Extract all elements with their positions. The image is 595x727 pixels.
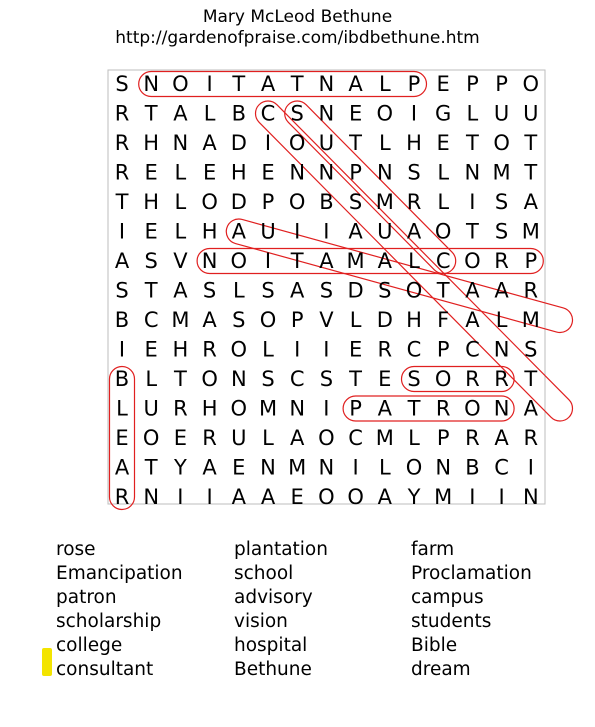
grid-letter: T xyxy=(144,455,158,480)
grid-letter: E xyxy=(173,426,188,450)
grid-letter: A xyxy=(465,308,480,332)
grid-letter: U xyxy=(231,426,247,450)
word-list-item: college xyxy=(56,635,123,656)
grid-letter: A xyxy=(348,219,363,244)
grid-letter: O xyxy=(318,485,335,509)
grid-letter: T xyxy=(115,190,129,214)
word-list-item: dream xyxy=(411,659,471,680)
grid-letter: B xyxy=(231,101,247,126)
grid-letter: A xyxy=(377,249,392,273)
grid-letter: R xyxy=(435,396,451,421)
grid-letter: N xyxy=(522,485,539,509)
grid-letter: O xyxy=(288,131,306,155)
grid-letter: C xyxy=(143,308,159,332)
grid-letter: M xyxy=(521,219,540,244)
grid-letter: L xyxy=(466,101,479,126)
word-list-item: school xyxy=(234,563,294,584)
grid-letter: I xyxy=(264,249,272,273)
grid-letter: I xyxy=(206,72,213,96)
grid-letter: V xyxy=(319,308,334,332)
grid-letter: T xyxy=(465,131,479,155)
grid-letter: L xyxy=(378,131,391,155)
grid-letter: F xyxy=(437,308,450,332)
word-list-item: Emancipation xyxy=(56,563,183,584)
grid-letter: Y xyxy=(407,485,421,509)
grid-letter: T xyxy=(232,72,246,96)
grid-letter: A xyxy=(173,278,188,303)
grid-letter: U xyxy=(523,101,539,126)
grid-letter: O xyxy=(464,396,481,421)
grid-letter: N xyxy=(172,131,189,155)
grid-letter: S xyxy=(290,101,304,126)
word-list-item: campus xyxy=(411,587,484,608)
grid-letter: P xyxy=(261,190,275,214)
grid-letter: I xyxy=(410,101,418,126)
word-circle-school xyxy=(280,96,461,279)
grid-letter: B xyxy=(465,455,480,480)
grid-letter: E xyxy=(144,219,158,244)
grid-letter: B xyxy=(114,308,130,332)
grid-letter: N xyxy=(143,485,160,509)
grid-letter: E xyxy=(436,131,450,155)
grid-letter: C xyxy=(348,426,363,450)
grid-letter: L xyxy=(495,308,508,332)
grid-letter: C xyxy=(289,367,305,391)
grid-letter: E xyxy=(232,455,246,480)
grid-letter: H xyxy=(406,308,422,332)
grid-letter: S xyxy=(115,72,129,96)
grid-letter: R xyxy=(114,485,130,509)
grid-letter: M xyxy=(288,455,307,480)
grid-letter: O xyxy=(288,190,306,214)
word-list-item: students xyxy=(411,611,492,632)
grid-letter: S xyxy=(494,190,509,214)
grid-letter: L xyxy=(174,190,187,214)
grid-letter: R xyxy=(523,278,539,303)
grid-letter: D xyxy=(230,190,247,214)
grid-letter: O xyxy=(259,308,277,332)
grid-letter: C xyxy=(406,337,422,362)
grid-letter: C xyxy=(435,249,451,273)
grid-letter: S xyxy=(494,219,509,244)
grid-letter: O xyxy=(230,396,248,421)
grid-letter: L xyxy=(145,367,158,391)
grid-letter: A xyxy=(202,308,217,332)
grid-letter: A xyxy=(494,426,509,450)
grid-letter: E xyxy=(436,72,450,96)
grid-letter: T xyxy=(144,101,158,126)
grid-letter: T xyxy=(524,160,538,185)
grid-letter: T xyxy=(173,367,187,391)
grid-letter: R xyxy=(406,190,422,214)
word-list-item: consultant xyxy=(56,659,154,680)
grid-letter: E xyxy=(202,160,217,185)
grid-letter: D xyxy=(347,278,364,303)
grid-letter: T xyxy=(524,131,538,155)
word-list-item: hospital xyxy=(234,635,308,656)
grid-letter: A xyxy=(377,396,392,421)
grid-letter: O xyxy=(201,367,218,391)
grid-letter: H xyxy=(143,190,160,214)
grid-letter: B xyxy=(114,367,130,391)
grid-letter: T xyxy=(465,219,479,244)
grid-letter: I xyxy=(469,485,476,509)
grid-letter: H xyxy=(143,131,160,155)
grid-letter: I xyxy=(118,219,126,244)
grid-letter: B xyxy=(319,190,334,214)
grid-letter: N xyxy=(289,396,306,421)
grid-letter: H xyxy=(406,131,422,155)
grid-letter: A xyxy=(173,101,188,126)
grid-letter: C xyxy=(260,101,276,126)
grid-letter: L xyxy=(232,278,245,303)
grid-letter: R xyxy=(523,426,539,450)
grid-letter: S xyxy=(115,278,129,303)
word-circle-proclamation xyxy=(197,249,543,274)
grid-letter: R xyxy=(377,337,393,362)
grid-letter: L xyxy=(349,308,362,332)
grid-letter: I xyxy=(206,485,213,509)
grid-letter: L xyxy=(408,426,420,450)
grid-letter: E xyxy=(261,160,275,185)
grid-letter: T xyxy=(349,131,363,155)
grid-letter: I xyxy=(118,337,126,362)
grid-letter: H xyxy=(230,160,247,185)
grid-letter: O xyxy=(434,367,452,391)
grid-letter: I xyxy=(323,396,330,421)
grid-letter: A xyxy=(523,396,538,421)
grid-letter: M xyxy=(346,249,365,273)
grid-letter: S xyxy=(261,367,275,391)
grid-letter: E xyxy=(115,426,129,450)
word-list-item: Bethune xyxy=(234,659,312,680)
grid-letter: T xyxy=(349,367,363,391)
grid-letter: U xyxy=(318,131,335,155)
grid-letter: C xyxy=(465,337,480,362)
grid-letter: R xyxy=(173,396,188,421)
grid-letter: H xyxy=(201,396,218,421)
grid-letter: I xyxy=(294,337,301,362)
grid-letter: R xyxy=(465,367,480,391)
grid-letter: P xyxy=(436,337,450,362)
grid-letter: R xyxy=(114,131,130,155)
grid-letter: A xyxy=(260,485,276,509)
grid-letter: P xyxy=(436,426,450,450)
grid-letter: H xyxy=(172,337,189,362)
grid-letter: D xyxy=(376,308,393,332)
grid-letter: O xyxy=(493,131,510,155)
grid-letter: L xyxy=(116,396,128,421)
grid-letter: L xyxy=(174,219,187,244)
yellow-mark-icon xyxy=(42,648,52,676)
grid-letter: A xyxy=(231,485,246,509)
grid-letter: Y xyxy=(173,455,187,480)
grid-letter: U xyxy=(260,219,276,244)
grid-letter: P xyxy=(407,72,421,96)
grid-letter: O xyxy=(142,426,160,450)
grid-letter: L xyxy=(174,160,187,185)
grid-letter: O xyxy=(376,101,394,126)
grid-letter: L xyxy=(262,426,274,450)
grid-letter: N xyxy=(230,367,247,391)
grid-letter: A xyxy=(348,72,363,96)
grid-letter: N xyxy=(493,337,510,362)
word-list-item: vision xyxy=(234,611,288,632)
word-list-item: patron xyxy=(56,587,117,608)
grid-letter: N xyxy=(318,101,335,126)
grid-letter: A xyxy=(260,72,276,96)
grid-letter: I xyxy=(469,190,476,214)
grid-letter: I xyxy=(352,455,359,480)
grid-letter: E xyxy=(348,101,363,126)
word-list-item: Proclamation xyxy=(411,563,532,584)
grid-letter: H xyxy=(201,219,218,244)
grid-letter: N xyxy=(143,72,160,96)
grid-letter: R xyxy=(202,337,217,362)
grid-letter: U xyxy=(377,219,393,244)
grid-letter: S xyxy=(378,278,392,303)
grid-letter: I xyxy=(177,485,184,509)
grid-letter: I xyxy=(498,485,505,509)
grid-letter: L xyxy=(378,72,391,96)
grid-letter: N xyxy=(376,160,393,185)
grid-letter: R xyxy=(494,249,509,273)
grid-letter: M xyxy=(492,160,511,185)
grid-letter: N xyxy=(318,455,335,480)
grid-letter: A xyxy=(523,190,538,214)
word-list-item: advisory xyxy=(234,587,313,608)
grid-letter: O xyxy=(405,455,423,480)
grid-letter: L xyxy=(437,190,450,214)
grid-letter: E xyxy=(290,485,304,509)
grid-letter: O xyxy=(522,72,540,96)
grid-letter: N xyxy=(289,160,306,185)
grid-letter: N xyxy=(493,396,510,421)
word-list-item: rose xyxy=(56,539,96,560)
grid-letter: M xyxy=(258,396,278,421)
grid-letter: A xyxy=(202,455,217,480)
grid-letter: O xyxy=(318,426,335,450)
grid-letter: L xyxy=(437,160,450,185)
puzzle-title: Mary McLeod Bethune xyxy=(202,7,393,27)
grid-letter: P xyxy=(466,72,479,96)
grid-letter: T xyxy=(290,249,304,273)
grid-letter: P xyxy=(349,396,362,421)
grid-letter: A xyxy=(494,278,509,303)
grid-letter: S xyxy=(348,190,363,214)
grid-letter: O xyxy=(230,249,248,273)
grid-letter: T xyxy=(290,72,304,96)
grid-letter: N xyxy=(201,249,218,273)
grid-letter: S xyxy=(144,249,158,273)
grid-letter: T xyxy=(436,278,450,303)
grid-letter: I xyxy=(323,219,330,244)
grid-letter: S xyxy=(232,308,246,332)
grid-letter: D xyxy=(230,131,247,155)
grid-letter: L xyxy=(262,337,274,362)
grid-letter: A xyxy=(290,426,305,450)
grid-letter: A xyxy=(465,278,480,303)
grid-letter: L xyxy=(408,249,420,273)
grid-letter: T xyxy=(407,396,421,421)
grid-letter: R xyxy=(114,101,130,126)
grid-letter: I xyxy=(264,131,272,155)
grid-letter: O xyxy=(230,337,248,362)
grid-letter: M xyxy=(521,308,540,332)
grid-letter: S xyxy=(202,278,217,303)
grid-letter: N xyxy=(435,455,452,480)
grid-letter: N xyxy=(318,160,335,185)
grid-letter: S xyxy=(407,367,421,391)
grid-letter: V xyxy=(173,249,188,273)
grid-letter: E xyxy=(348,337,363,362)
grid-letter: A xyxy=(202,131,217,155)
grid-letter: R xyxy=(114,160,130,185)
grid-letter: P xyxy=(349,160,362,185)
grid-letter: R xyxy=(465,426,480,450)
grid-letter: S xyxy=(407,160,421,185)
word-list-item: farm xyxy=(411,539,455,560)
grid-letter: P xyxy=(290,308,304,332)
grid-letter: P xyxy=(495,72,508,96)
grid-letter: R xyxy=(494,367,509,391)
grid-letter: G xyxy=(435,101,452,126)
grid-letter: U xyxy=(143,396,159,421)
grid-letter: I xyxy=(527,455,534,480)
grid-letter: N xyxy=(318,72,335,96)
grid-letter: I xyxy=(294,219,301,244)
grid-letter: P xyxy=(524,249,538,273)
grid-letter: N xyxy=(464,160,481,185)
grid-letter: O xyxy=(464,249,481,273)
grid-letter: U xyxy=(493,101,510,126)
word-list-item: Bible xyxy=(411,635,458,656)
grid-letter: O xyxy=(405,278,423,303)
grid-letter: N xyxy=(260,455,276,480)
grid-letter: T xyxy=(524,367,538,391)
grid-letter: M xyxy=(375,190,394,214)
grid-letter: M xyxy=(171,308,190,332)
grid-letter: M xyxy=(434,485,453,509)
grid-letter: L xyxy=(378,455,391,480)
grid-letter: A xyxy=(114,249,130,273)
grid-letter: C xyxy=(494,455,509,480)
grid-letter: E xyxy=(144,337,158,362)
grid-letter: M xyxy=(375,426,394,450)
grid-letter: A xyxy=(319,249,334,273)
word-list-item: scholarship xyxy=(56,611,162,632)
grid-letter: S xyxy=(319,367,334,391)
grid-letter: S xyxy=(261,278,275,303)
word-circle-patron xyxy=(343,396,514,421)
grid-letter: A xyxy=(231,219,246,244)
grid-letter: O xyxy=(172,72,189,96)
grid-letter: E xyxy=(144,160,158,185)
grid-letter: L xyxy=(203,101,216,126)
grid-letter: A xyxy=(406,219,422,244)
grid-letter: I xyxy=(323,337,330,362)
grid-letter: T xyxy=(144,278,158,303)
source-url: http://gardenofpraise.com/ibdbethune.htm xyxy=(115,28,480,48)
grid-letter: O xyxy=(434,219,452,244)
grid-letter: A xyxy=(290,278,305,303)
word-list-item: plantation xyxy=(234,539,328,560)
grid-letter: A xyxy=(377,485,392,509)
grid-letter: O xyxy=(201,190,218,214)
grid-letter: O xyxy=(347,485,364,509)
grid-letter: R xyxy=(202,426,217,450)
grid-letter: S xyxy=(319,278,334,303)
grid-letter: E xyxy=(378,367,392,391)
grid-letter: A xyxy=(114,455,130,480)
grid-letter: S xyxy=(524,337,538,362)
